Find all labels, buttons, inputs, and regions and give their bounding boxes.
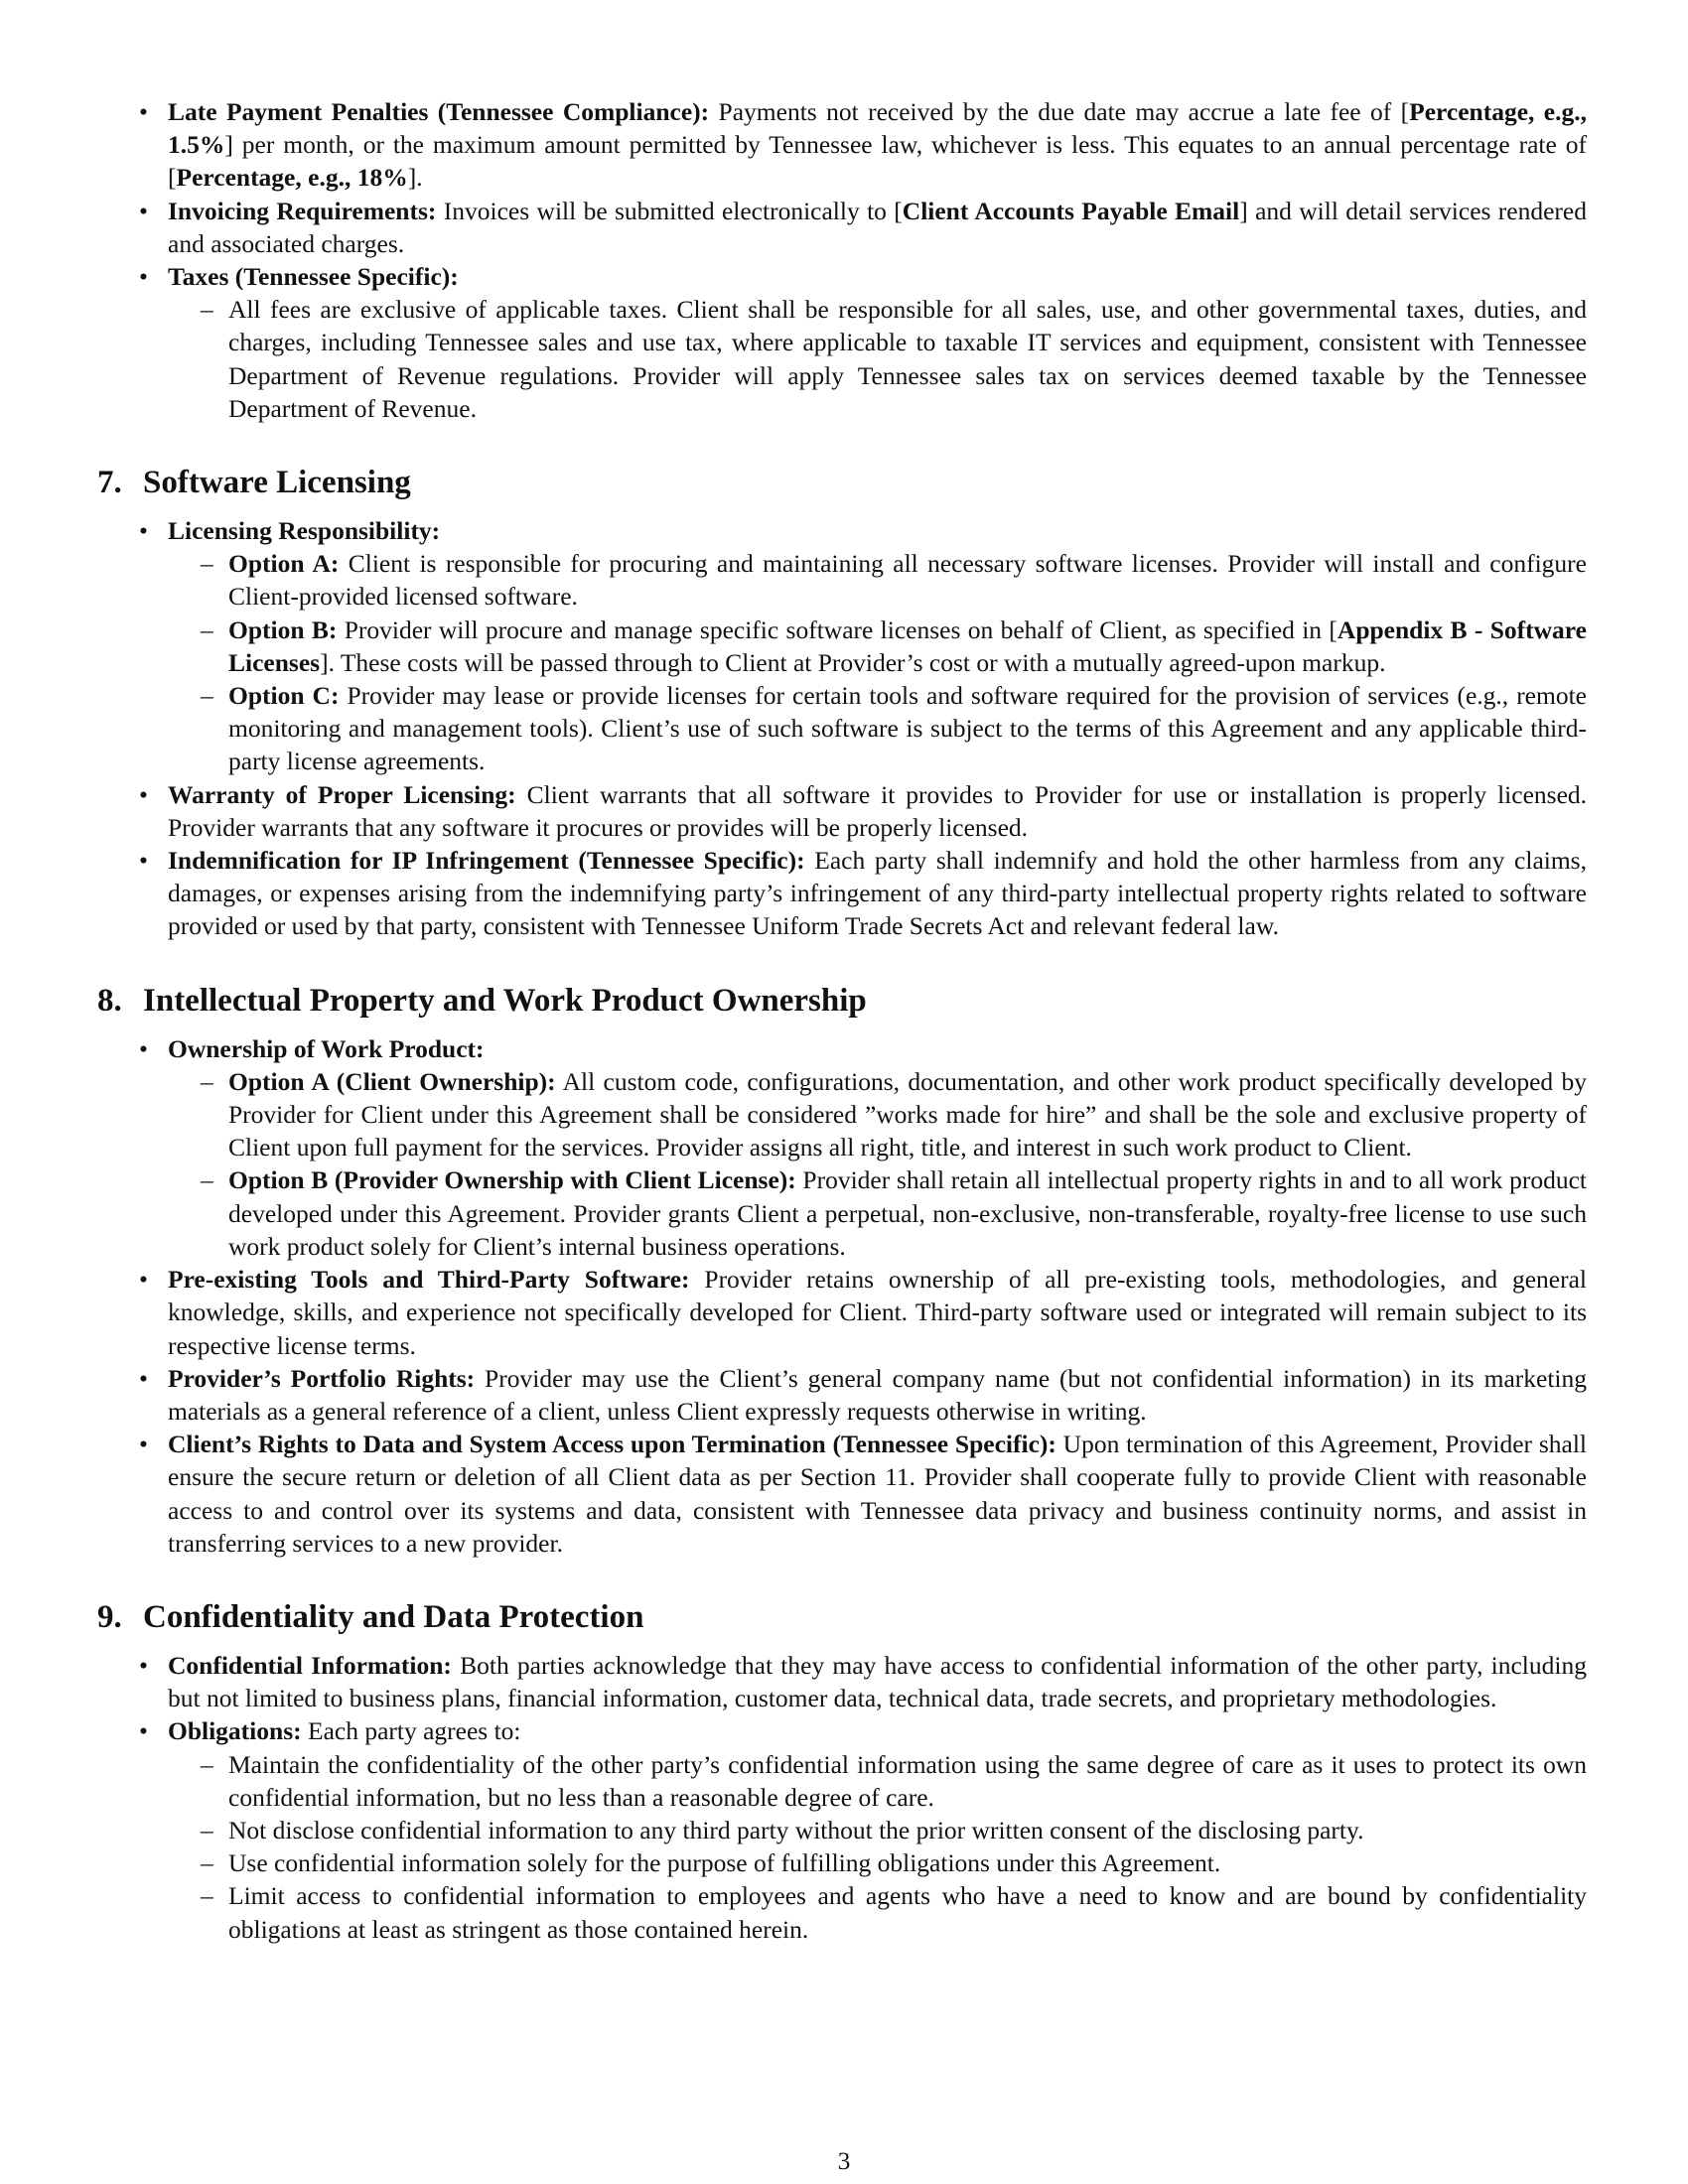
- page-number: 3: [837, 2146, 851, 2175]
- document-body: [97, 95, 1587, 1946]
- item-text: Payments not received by the due date may accrue a late fee of [: [709, 97, 1410, 126]
- item-label: Licensing Responsibility:: [168, 516, 441, 546]
- item-text: All fees are exclusive of applicable taxes. Client shall be responsible for all sales, use, and other governmental taxes, duties, and charges, including Tennessee sales and use tax, where applicable to taxable IT services and equipment, consistent with Tennessee Department of Revenue regulations. Provider will apply Tennessee sales tax on services deemed taxable by the Tennessee Department of Revenue.: [228, 295, 1587, 423]
- item-text: ]. These costs will be passed through to Client at Provider’s cost or with a mutually agreed-upon markup.: [320, 647, 1386, 677]
- section-number: 7.: [97, 465, 122, 501]
- item-text: Use confidential information solely for the purpose of fulfilling obligations under this Agreement.: [228, 1848, 1221, 1878]
- section-heading: [97, 981, 1587, 1021]
- item-label: Option A:: [228, 549, 340, 579]
- item-label: Confidential Information:: [168, 1650, 452, 1680]
- section-title: Confidentiality and Data Protection: [143, 1598, 644, 1635]
- item-label: Warranty of Proper Licensing:: [168, 779, 516, 809]
- item-label: Option B:: [228, 614, 338, 644]
- list-item: [97, 1032, 1587, 1263]
- item-text: ] per month, or the maximum amount permitted by Tennessee law, whichever is less. This equates to an annual percentage rate of [: [168, 130, 1587, 193]
- section-heading: [97, 463, 1587, 502]
- item-label: Client’s Rights to Data and System Access upon Termination (Tennessee Specific):: [168, 1430, 1056, 1459]
- list-item: [97, 1362, 1587, 1428]
- sub-list-item: [168, 1879, 1587, 1945]
- item-text: Upon termination of this Agreement, Provider shall ensure the secure return or deletion of all Client data as per Section 11. Provider shall cooperate fully to provide Client with reasonable access to and control over its systems and data, consistent with Tennessee data privacy and business continuity norms, and assist in transferring services to a new provider.: [168, 1430, 1587, 1558]
- list-item: [97, 260, 1587, 425]
- item-text: Not disclose confidential information to any third party without the prior written consent of the disclosing party.: [228, 1815, 1364, 1844]
- list-item: [97, 1649, 1587, 1714]
- sub-list-item: [168, 293, 1587, 425]
- item-text: Each party shall indemnify and hold the other harmless from any claims, damages, or expenses arising from the indemnifying party’s infringement of any third-party intellectual property rights related to software provided or used by that party, consistent with Tennessee Uniform Trade Secrets Act and relevant federal law.: [168, 846, 1587, 941]
- list-item: [97, 195, 1587, 260]
- item-label: Pre-existing Tools and Third-Party Software:: [168, 1265, 690, 1295]
- sub-list-item: [168, 614, 1587, 679]
- list-item: [97, 844, 1587, 943]
- item-text: Provider shall retain all intellectual property rights in and to all work product developed under this Agreement. Provider grants Client a perpetual, non-exclusive, non-transferable, royalty-free license to use such work product solely for Client’s internal business operations.: [228, 1165, 1587, 1261]
- item-text: Maintain the confidentiality of the other party’s confidential information using the same degree of care as it uses to protect its own confidential information, but no less than a reasonable degree of care.: [228, 1749, 1587, 1812]
- item-text: Both parties acknowledge that they may have access to confidential information of the other party, including but not limited to business plans, financial information, customer data, technical data, trade secrets, and proprietary methodologies.: [168, 1650, 1587, 1713]
- section-title: Intellectual Property and Work Product Ownership: [143, 982, 867, 1019]
- placeholder-text: Appendix B - Software Licenses: [228, 614, 1587, 677]
- item-text: ].: [407, 163, 423, 193]
- sub-list-item: [168, 1065, 1587, 1164]
- sub-list-item: [168, 1163, 1587, 1263]
- bullet-list: [97, 1032, 1587, 1560]
- item-label: Option B (Provider Ownership with Client License):: [228, 1165, 796, 1195]
- placeholder-text: Percentage, e.g., 18%: [176, 163, 408, 193]
- sub-list-item: [168, 547, 1587, 613]
- section-title: Software Licensing: [143, 465, 411, 501]
- item-label: Obligations:: [168, 1716, 302, 1746]
- item-label: Option A (Client Ownership):: [228, 1066, 556, 1096]
- bullet-list: [97, 1649, 1587, 1946]
- section-heading: [97, 1597, 1587, 1637]
- list-item: [97, 1263, 1587, 1362]
- sub-list: [168, 293, 1587, 425]
- section-number: 9.: [97, 1598, 122, 1635]
- item-label: Ownership of Work Product:: [168, 1033, 485, 1063]
- item-label: Invoicing Requirements:: [168, 196, 437, 225]
- item-text: Invoices will be submitted electronically to [: [436, 196, 903, 225]
- list-item: [97, 514, 1587, 778]
- section-number: 8.: [97, 982, 122, 1019]
- list-item: [97, 1714, 1587, 1945]
- item-text: Client is responsible for procuring and maintaining all necessary software licenses. Provider will install and configure Client-provided licensed software.: [228, 549, 1587, 612]
- item-text: Each party agrees to:: [301, 1716, 521, 1746]
- placeholder-text: Client Accounts Payable Email: [902, 196, 1240, 225]
- sub-list: [168, 547, 1587, 777]
- item-text: Client warrants that all software it provides to Provider for use or installation is properly licensed. Provider warrants that any software it procures or provides will be properly licensed.: [168, 779, 1588, 842]
- item-text: ] and will detail services rendered and associated charges.: [168, 196, 1587, 258]
- placeholder-text: Percentage, e.g., 1.5%: [168, 97, 1588, 160]
- sub-list-item: [168, 679, 1587, 778]
- sub-list: [168, 1065, 1587, 1263]
- item-text: Provider retains ownership of all pre-existing tools, methodologies, and general knowledge, skills, and experience not specifically developed for Client. Third-party software used or integrated will remain subject to its respective license terms.: [168, 1265, 1587, 1360]
- sub-list-item: [168, 1748, 1587, 1814]
- item-text: Provider may lease or provide licenses for certain tools and software required for the provision of services (e.g., remote monitoring and management tools). Client’s use of such software is subject to the terms of this Agreement and any applicable third-party license agreements.: [228, 681, 1587, 776]
- item-label: Option C:: [228, 681, 340, 711]
- item-label: Taxes (Tennessee Specific):: [168, 262, 459, 292]
- list-item: [97, 1428, 1587, 1560]
- item-label: Late Payment Penalties (Tennessee Compliance):: [168, 97, 710, 126]
- item-label: Provider’s Portfolio Rights:: [168, 1363, 476, 1393]
- list-item: [97, 95, 1587, 195]
- list-item: [97, 778, 1587, 844]
- item-label: Indemnification for IP Infringement (Tennessee Specific):: [168, 846, 805, 876]
- bullet-list: [97, 95, 1587, 425]
- bullet-list: [97, 514, 1587, 943]
- sub-list: [168, 1748, 1587, 1946]
- item-text: All custom code, configurations, documentation, and other work product specifically developed by Provider for Client under this Agreement shall be considered ”works made for hire” and shall be the sole and exclusive property of Client upon full payment for the services. Provider assigns all right, title, and interest in such work product to Client.: [228, 1066, 1587, 1162]
- item-text: Provider will procure and manage specific software licenses on behalf of Client, as specified in [: [337, 614, 1337, 644]
- sub-list-item: [168, 1846, 1587, 1879]
- item-text: Limit access to confidential information to employees and agents who have a need to know and are bound by confidentiality obligations at least as stringent as those contained herein.: [228, 1881, 1587, 1944]
- item-text: Provider may use the Client’s general company name (but not confidential information) in its marketing materials as a general reference of a client, unless Client expressly requests otherwise in writing.: [168, 1363, 1587, 1426]
- sub-list-item: [168, 1814, 1587, 1846]
